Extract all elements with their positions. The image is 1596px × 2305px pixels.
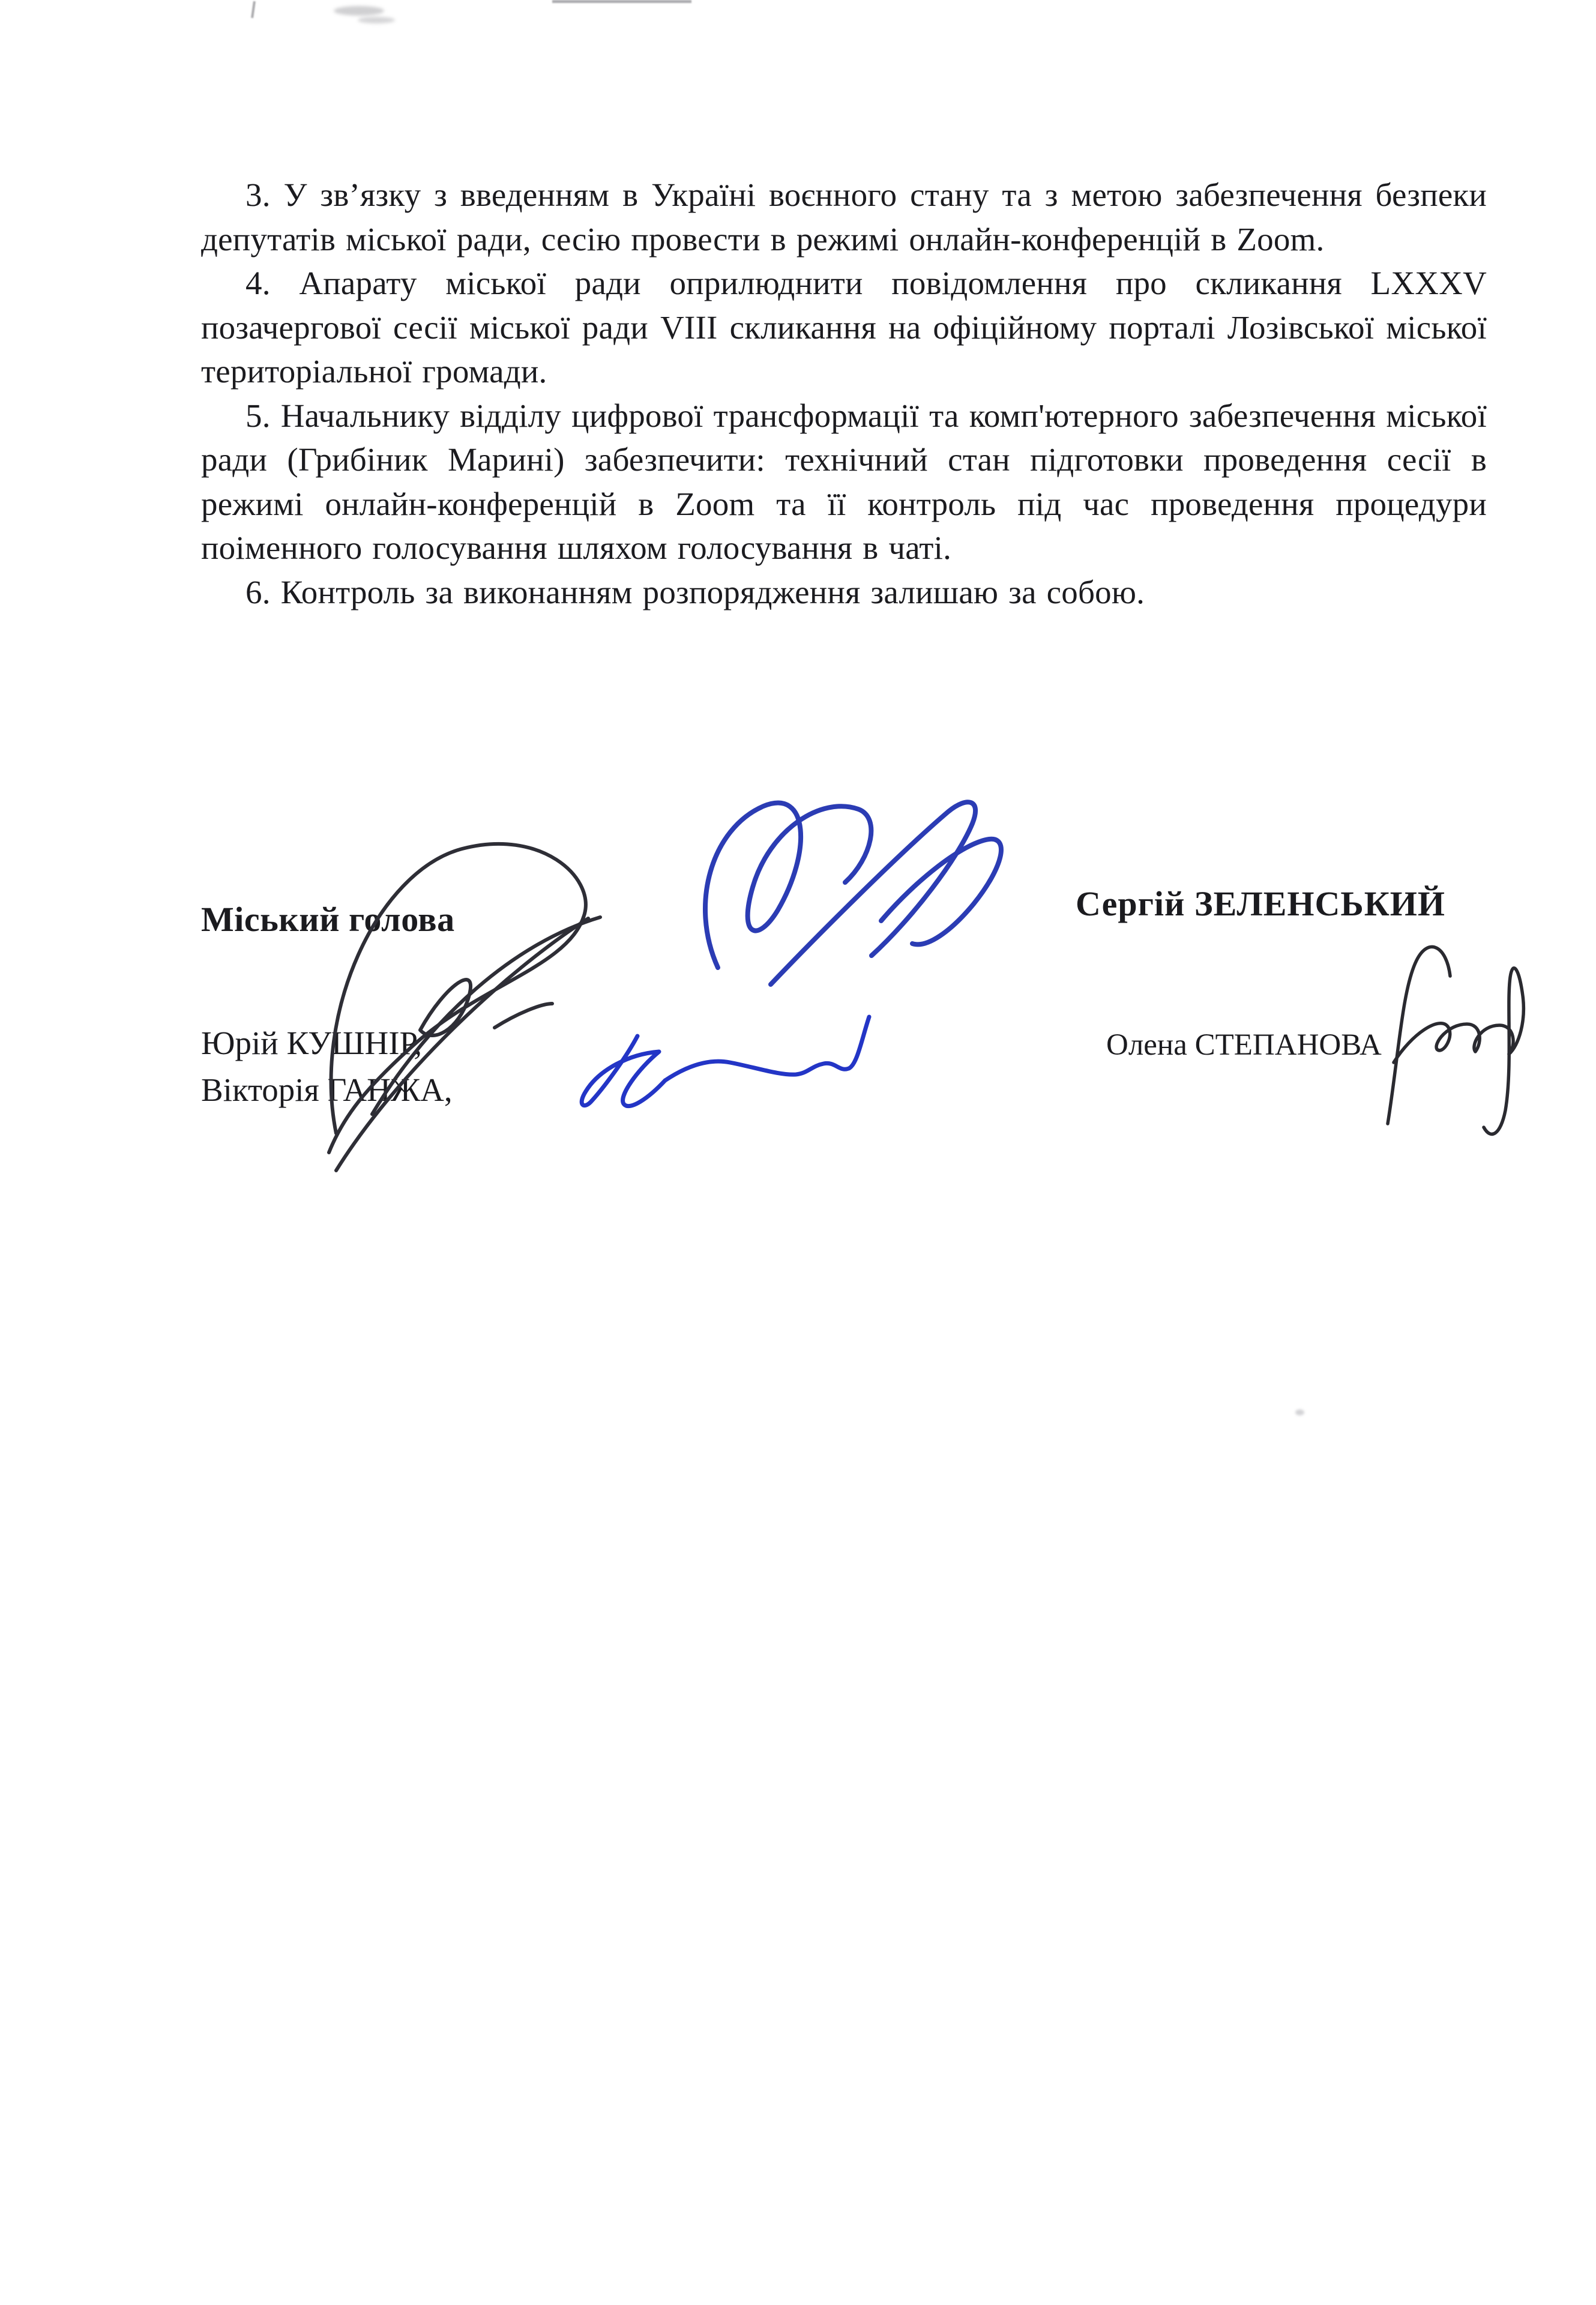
scan-smudge: [334, 6, 384, 16]
prepared-by-signature-ink: [329, 844, 600, 1171]
paragraph-item-5: 5. Начальнику відділу цифрової трансформації та комп'ютерного забезпечення міської ради (Грибіник Марині) забезпечити: технічний стан підготовки проведення сесії в режимі онлайн-конференцій в Zoom та її контроль під час проведення процедури поіменного голосування шляхом голосування в чаті.: [201, 397, 1487, 566]
mayor-title: Міський голова: [201, 900, 455, 939]
signature-stroke: [582, 1036, 665, 1106]
signature-stroke: [1388, 947, 1450, 1124]
signature-stroke: [1394, 1023, 1513, 1062]
signature-stroke: [881, 839, 1001, 945]
scan-edge-line: [552, 0, 691, 3]
signature-stroke: [705, 803, 871, 968]
signature-stroke: [495, 1004, 552, 1028]
paragraph-item-4: 4. Апарату міської ради оприлюднити повідомлення про скликання LXXXV позачергової сесії міської ради VIII скликання на офіційному порталі Лозівської міської територіальної громади.: [201, 265, 1487, 390]
paragraph-item-6: 6. Контроль за виконанням розпорядження залишаю за собою.: [245, 573, 1145, 610]
signature-stroke: [420, 980, 471, 1035]
secondary-signer-signature-ink: [1388, 947, 1523, 1134]
signature-stroke: [665, 1017, 869, 1080]
signature-stroke: [771, 802, 975, 984]
mayor-signature-ink: [705, 802, 1001, 984]
scan-mark: [251, 1, 256, 18]
prepared-by-name-2: Вікторія ГАНЖА,: [201, 1071, 453, 1108]
second-preparer-signature-ink: [582, 1017, 869, 1106]
prepared-by-name-1: Юрій КУШНІР,: [201, 1025, 423, 1061]
mayor-name: Сергій ЗЕЛЕНСЬКИЙ: [1076, 884, 1446, 923]
secondary-signer-name: Олена СТЕПАНОВА: [1106, 1028, 1382, 1062]
signature-stroke: [1484, 968, 1523, 1134]
paragraph-item-3: 3. У зв’язку з введенням в Україні воєнного стану та з метою забезпечення безпеки депутатів міської ради, сесію провести в режимі онлайн-конференцій в Zoom.: [201, 176, 1487, 258]
document-body: [201, 173, 1487, 614]
scan-smudge: [358, 17, 395, 23]
scan-speck: [1295, 1409, 1304, 1415]
